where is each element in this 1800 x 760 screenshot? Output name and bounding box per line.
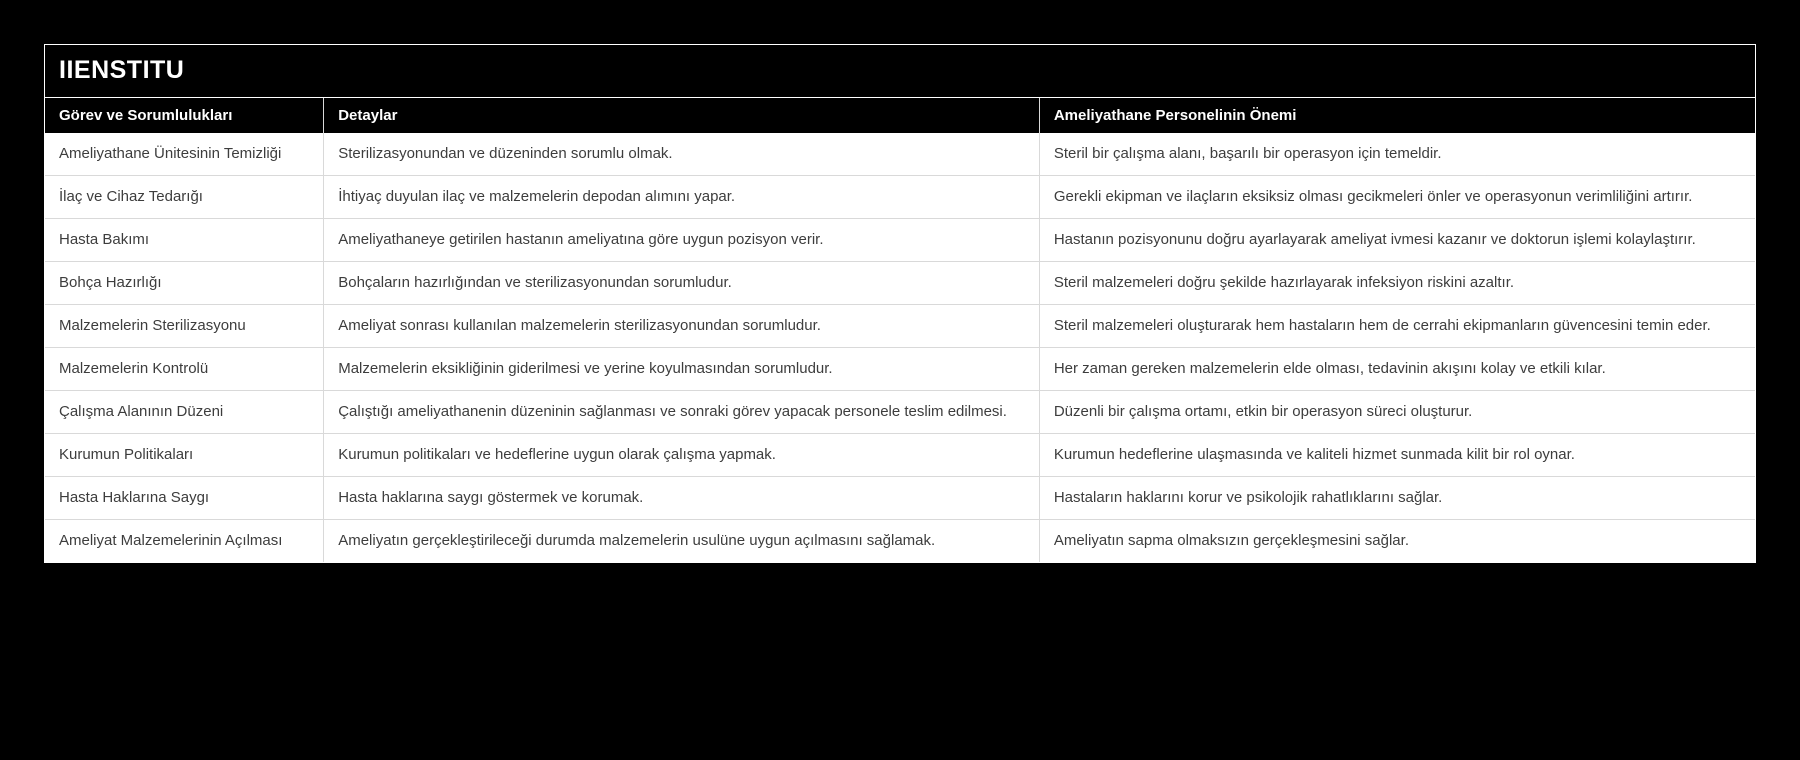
table-row — [45, 262, 1755, 305]
table-row — [45, 434, 1755, 477]
table-row — [45, 391, 1755, 434]
page-title: IIENSTITU — [45, 45, 1755, 98]
importance-cell: Düzenli bir çalışma ortamı, etkin bir operasyon süreci oluşturur. — [1039, 391, 1755, 434]
importance-cell: Ameliyatın sapma olmaksızın gerçekleşmesini sağlar. — [1039, 520, 1755, 563]
table-panel — [44, 44, 1756, 563]
table-row — [45, 133, 1755, 176]
importance-cell: Gerekli ekipman ve ilaçların eksiksiz olması gecikmeleri önler ve operasyonun verimliliğini artırır. — [1039, 176, 1755, 219]
task-cell: Çalışma Alanının Düzeni — [45, 391, 324, 434]
task-cell: Malzemelerin Kontrolü — [45, 348, 324, 391]
details-cell: Kurumun politikaları ve hedeflerine uygun olarak çalışma yapmak. — [324, 434, 1040, 477]
column-header-tasks: Görev ve Sorumlulukları — [45, 98, 324, 133]
roles-table — [45, 98, 1755, 562]
details-cell: Ameliyat sonrası kullanılan malzemelerin sterilizasyonundan sorumludur. — [324, 305, 1040, 348]
table-header-row — [45, 98, 1755, 133]
task-cell: Ameliyat Malzemelerinin Açılması — [45, 520, 324, 563]
details-cell: Ameliyathaneye getirilen hastanın ameliyatına göre uygun pozisyon verir. — [324, 219, 1040, 262]
importance-cell: Steril malzemeleri oluşturarak hem hastaların hem de cerrahi ekipmanların güvencesini temin eder. — [1039, 305, 1755, 348]
importance-cell: Steril malzemeleri doğru şekilde hazırlayarak infeksiyon riskini azaltır. — [1039, 262, 1755, 305]
importance-cell: Kurumun hedeflerine ulaşmasında ve kaliteli hizmet sunmada kilit bir rol oynar. — [1039, 434, 1755, 477]
table-row — [45, 477, 1755, 520]
task-cell: Kurumun Politikaları — [45, 434, 324, 477]
details-cell: Çalıştığı ameliyathanenin düzeninin sağlanması ve sonraki görev yapacak personele teslim edilmesi. — [324, 391, 1040, 434]
details-cell: Malzemelerin eksikliğinin giderilmesi ve yerine koyulmasından sorumludur. — [324, 348, 1040, 391]
importance-cell: Hastaların haklarını korur ve psikolojik rahatlıklarını sağlar. — [1039, 477, 1755, 520]
table-row — [45, 176, 1755, 219]
table-row — [45, 219, 1755, 262]
column-header-details: Detaylar — [324, 98, 1040, 133]
details-cell: Ameliyatın gerçekleştirileceği durumda malzemelerin usulüne uygun açılmasını sağlamak. — [324, 520, 1040, 563]
details-cell: Sterilizasyonundan ve düzeninden sorumlu olmak. — [324, 133, 1040, 176]
task-cell: İlaç ve Cihaz Tedarığı — [45, 176, 324, 219]
task-cell: Malzemelerin Sterilizasyonu — [45, 305, 324, 348]
task-cell: Bohça Hazırlığı — [45, 262, 324, 305]
table-row — [45, 348, 1755, 391]
task-cell: Hasta Haklarına Saygı — [45, 477, 324, 520]
column-header-importance: Ameliyathane Personelinin Önemi — [1039, 98, 1755, 133]
task-cell: Hasta Bakımı — [45, 219, 324, 262]
details-cell: İhtiyaç duyulan ilaç ve malzemelerin depodan alımını yapar. — [324, 176, 1040, 219]
importance-cell: Steril bir çalışma alanı, başarılı bir operasyon için temeldir. — [1039, 133, 1755, 176]
details-cell: Hasta haklarına saygı göstermek ve korumak. — [324, 477, 1040, 520]
table-row — [45, 520, 1755, 563]
importance-cell: Her zaman gereken malzemelerin elde olması, tedavinin akışını kolay ve etkili kılar. — [1039, 348, 1755, 391]
importance-cell: Hastanın pozisyonunu doğru ayarlayarak ameliyat ivmesi kazanır ve doktorun işlemi kolaylaştırır. — [1039, 219, 1755, 262]
task-cell: Ameliyathane Ünitesinin Temizliği — [45, 133, 324, 176]
table-row — [45, 305, 1755, 348]
details-cell: Bohçaların hazırlığından ve sterilizasyonundan sorumludur. — [324, 262, 1040, 305]
